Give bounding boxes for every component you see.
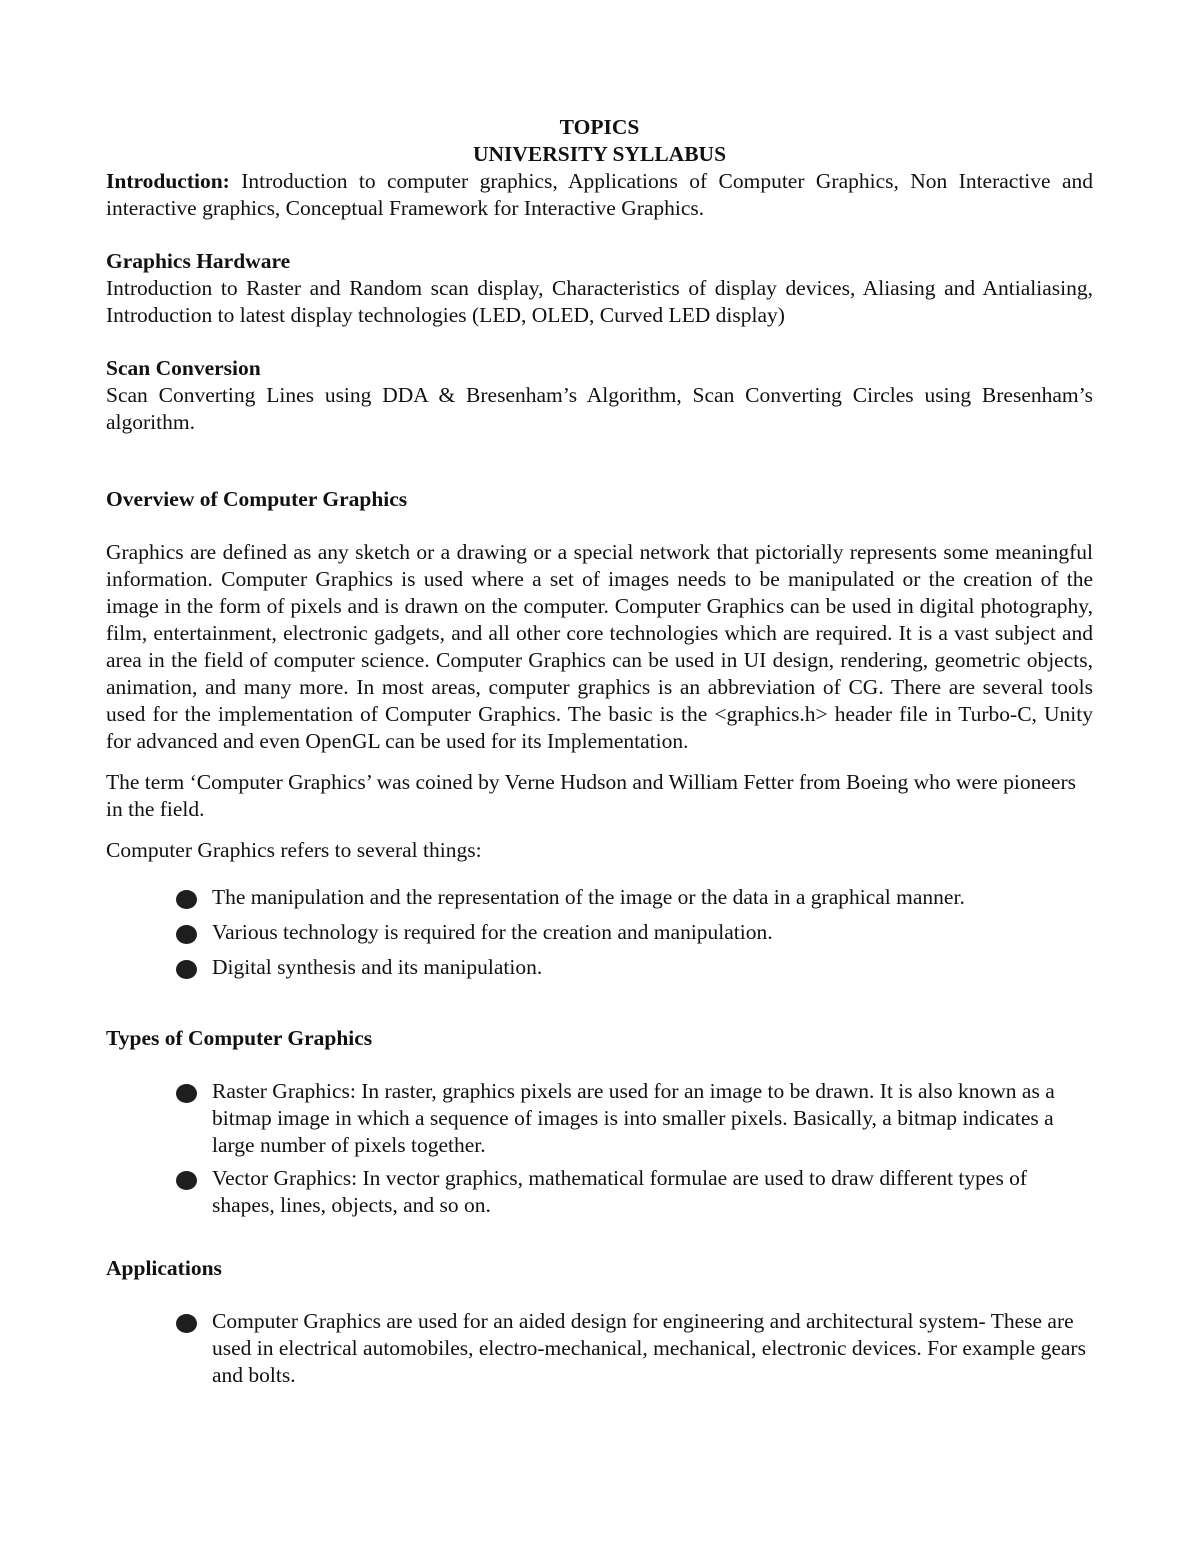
- intro-text: Introduction to computer graphics, Applications of Computer Graphics, Non Interactive and interactive graphics, Conceptual Framework for Interactive Graphics.: [106, 169, 1093, 220]
- document-title: TOPICS: [559, 115, 640, 139]
- types-bullet-list: [106, 1078, 1093, 1219]
- overview-paragraph-1: Graphics are defined as any sketch or a drawing or a special network that pictorially represents some meaningful information. Computer Graphics is used where a set of images needs to be manipulated or the creation of the image in the form of pixels and is drawn on the computer. Computer Graphics can be used in digital photography, film, entertainment, electronic gadgets, and all other core technologies which are required. It is a vast subject and area in the field of computer science. Computer Graphics can be used in UI design, rendering, geometric objects, animation, and many more. In most areas, computer graphics is an abbreviation of CG. There are several tools used for the implementation of Computer Graphics. The basic is the <graphics.h> header file in Turbo-C, Unity for advanced and even OpenGL can be used for its Implementation.: [106, 540, 1093, 753]
- applications-heading: Applications: [106, 1256, 222, 1280]
- bullet-icon: [176, 890, 197, 909]
- list-item: Digital synthesis and its manipulation.: [176, 954, 1093, 981]
- document-subtitle: UNIVERSITY SYLLABUS: [472, 142, 727, 166]
- bullet-icon: [176, 960, 197, 979]
- list-item: Computer Graphics are used for an aided design for engineering and architectural system- These are used in electrical automobiles, electro-mechanical, mechanical, electronic devices. For example gears and bolts.: [176, 1308, 1093, 1389]
- intro-paragraph: [106, 168, 1093, 222]
- bullet-icon: [176, 1084, 197, 1103]
- scan-text: Scan Converting Lines using DDA & Bresenham’s Algorithm, Scan Converting Circles using Bresenham’s algorithm.: [106, 383, 1093, 434]
- applications-bullet-list: [106, 1308, 1093, 1389]
- hardware-heading: Graphics Hardware: [106, 249, 291, 273]
- list-item: Various technology is required for the creation and manipulation.: [176, 919, 1093, 946]
- overview-bullet-list: [106, 884, 1093, 981]
- overview-paragraph-2: The term ‘Computer Graphics’ was coined by Verne Hudson and William Fetter from Boeing who were pioneers in the field.: [106, 770, 1076, 821]
- bullet-icon: [176, 1171, 197, 1190]
- intro-label: Introduction:: [106, 169, 230, 193]
- overview-paragraph-3: Computer Graphics refers to several things:: [106, 838, 482, 862]
- bullet-icon: [176, 1314, 197, 1333]
- overview-heading: Overview of Computer Graphics: [106, 487, 408, 511]
- list-item: Raster Graphics: In raster, graphics pixels are used for an image to be drawn. It is also known as a bitmap image in which a sequence of images is into smaller pixels. Basically, a bitmap indicates a large number of pixels together.: [176, 1078, 1093, 1159]
- scan-heading: Scan Conversion: [106, 356, 261, 380]
- list-item: The manipulation and the representation of the image or the data in a graphical manner.: [176, 884, 1093, 911]
- types-heading: Types of Computer Graphics: [106, 1026, 373, 1050]
- hardware-text: Introduction to Raster and Random scan display, Characteristics of display devices, Aliasing and Antialiasing, Introduction to latest display technologies (LED, OLED, Curved LED display): [106, 276, 1093, 327]
- bullet-icon: [176, 925, 197, 944]
- list-item: Vector Graphics: In vector graphics, mathematical formulae are used to draw different types of shapes, lines, objects, and so on.: [176, 1165, 1093, 1219]
- document-page: [106, 114, 1093, 1389]
